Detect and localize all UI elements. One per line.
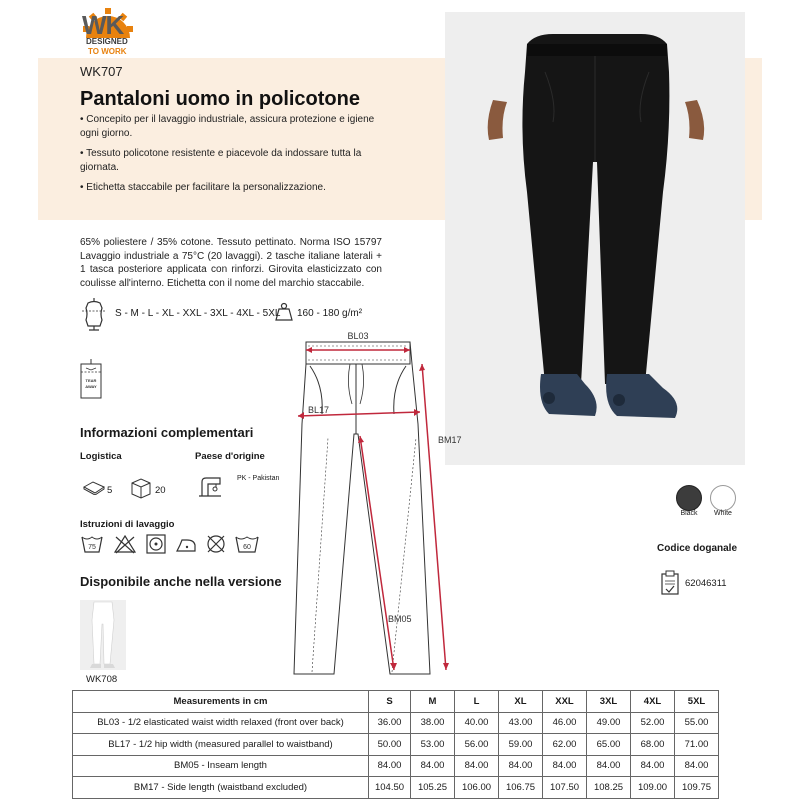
size-header: 5XL xyxy=(675,691,719,713)
fabric-weight: 160 - 180 g/m² xyxy=(297,308,363,319)
table-cell: 109.75 xyxy=(675,777,719,799)
tear-away-label-icon xyxy=(80,358,102,400)
info-heading: Informazioni complementari xyxy=(80,425,254,440)
bl03-label: BL03 xyxy=(347,331,369,341)
tumble-dry-icon xyxy=(145,533,167,555)
polybag-quantity: 5 xyxy=(107,485,113,496)
table-cell: 84.00 xyxy=(411,755,455,777)
variant-ref: WK708 xyxy=(86,674,118,685)
color-label-black: Black xyxy=(680,510,698,517)
size-header: M xyxy=(411,691,455,713)
wash-75-icon xyxy=(80,533,104,555)
color-label-white: White xyxy=(714,510,732,517)
table-cell: 36.00 xyxy=(369,712,411,734)
table-cell: 84.00 xyxy=(543,755,587,777)
size-header: 4XL xyxy=(631,691,675,713)
measurement-table xyxy=(72,690,719,799)
clipboard-check-icon xyxy=(660,570,680,595)
origin-label: Paese d'origine xyxy=(195,451,265,462)
table-cell: 49.00 xyxy=(587,712,631,734)
table-cell: 108.25 xyxy=(587,777,631,799)
table-cell: 104.50 xyxy=(369,777,411,799)
row-label: BM05 - Inseam length xyxy=(73,755,369,777)
wash-label: Istruzioni di lavaggio xyxy=(80,519,175,530)
origin-value: PK - Pakistan xyxy=(237,475,280,482)
row-label: BL17 - 1/2 hip width (measured parallel to waistband) xyxy=(73,734,369,756)
table-row xyxy=(73,777,719,799)
table-cell: 109.00 xyxy=(631,777,675,799)
size-header: XL xyxy=(499,691,543,713)
table-row xyxy=(73,712,719,734)
table-cell: 59.00 xyxy=(499,734,543,756)
size-header: XXL xyxy=(543,691,587,713)
table-cell: 71.00 xyxy=(675,734,719,756)
table-cell: 106.00 xyxy=(455,777,499,799)
logo-line-1: DESIGNED xyxy=(86,37,128,46)
polybag-icon xyxy=(83,481,105,495)
table-cell: 84.00 xyxy=(455,755,499,777)
table-cell: 55.00 xyxy=(675,712,719,734)
table-cell: 84.00 xyxy=(631,755,675,777)
logo-letters: WK xyxy=(82,10,124,40)
product-ref: WK707 xyxy=(80,64,123,79)
table-cell: 84.00 xyxy=(587,755,631,777)
table-row xyxy=(73,755,719,777)
size-header: S xyxy=(369,691,411,713)
also-available-heading: Disponibile anche nella versione xyxy=(80,574,282,589)
feature-list xyxy=(80,113,380,202)
table-cell: 84.00 xyxy=(675,755,719,777)
table-cell: 46.00 xyxy=(543,712,587,734)
weight-icon xyxy=(274,302,294,322)
no-dry-clean-icon xyxy=(204,533,228,555)
bm17-label: BM17 xyxy=(438,435,462,445)
table-header-row xyxy=(73,691,719,713)
brand-logo xyxy=(80,6,136,56)
tear-label-line2: AWAY xyxy=(85,384,97,389)
color-swatch-black[interactable] xyxy=(676,485,702,511)
carton-quantity: 20 xyxy=(155,485,166,496)
table-cell: 105.25 xyxy=(411,777,455,799)
feature-item: • Concepito per il lavaggio industriale, assicura protezione e igiene ogni giorno. xyxy=(80,114,375,139)
tear-label-line1: TEAR xyxy=(85,378,97,383)
table-cell: 52.00 xyxy=(631,712,675,734)
wash-temp-2: 60 xyxy=(243,544,251,551)
wash-temp-1: 75 xyxy=(88,544,96,551)
care-symbols xyxy=(80,533,265,557)
table-cell: 62.00 xyxy=(543,734,587,756)
row-label: BL03 - 1/2 elasticated waist width relaxed (front over back) xyxy=(73,712,369,734)
table-row xyxy=(73,734,719,756)
iron-icon xyxy=(174,533,198,555)
logistics-label: Logistica xyxy=(80,451,122,462)
table-cell: 106.75 xyxy=(499,777,543,799)
table-cell: 107.50 xyxy=(543,777,587,799)
wash-60-icon xyxy=(234,533,260,555)
size-header: 3XL xyxy=(587,691,631,713)
bl17-label: BL17 xyxy=(308,405,330,415)
variant-thumbnail[interactable] xyxy=(80,600,126,670)
product-description: 65% poliestere / 35% cotone. Tessuto pettinato. Norma ISO 15797 Lavaggio industriale a 75°C (20 lavaggi). 2 tasche italiane laterali + 1 tasca posteriore applicata con rinforzi. Girovita elasticizzato con coulisse all'interno. Etichetta con il nome del marchio staccabile. xyxy=(80,237,382,289)
row-label: BM17 - Side length (waistband excluded) xyxy=(73,777,369,799)
no-bleach-icon xyxy=(113,533,137,555)
size-range: S - M - L - XL - XXL - 3XL - 4XL - 5XL xyxy=(115,308,281,319)
logo-line-2: TO WORK xyxy=(88,47,127,56)
table-header-label: Measurements in cm xyxy=(73,691,369,713)
customs-code: 62046311 xyxy=(685,578,727,589)
bm05-label: BM05 xyxy=(388,614,412,624)
table-cell: 84.00 xyxy=(369,755,411,777)
table-cell: 84.00 xyxy=(499,755,543,777)
table-cell: 56.00 xyxy=(455,734,499,756)
table-cell: 50.00 xyxy=(369,734,411,756)
table-cell: 53.00 xyxy=(411,734,455,756)
carton-icon xyxy=(130,477,152,499)
table-cell: 65.00 xyxy=(587,734,631,756)
table-cell: 43.00 xyxy=(499,712,543,734)
feature-item: • Tessuto policotone resistente e piacevole da indossare tutta la giornata. xyxy=(80,148,362,173)
mannequin-icon xyxy=(80,296,108,332)
table-cell: 40.00 xyxy=(455,712,499,734)
customs-heading: Codice doganale xyxy=(657,543,738,554)
feature-item: • Etichetta staccabile per facilitare la personalizzazione. xyxy=(80,182,326,193)
measurement-diagram xyxy=(288,324,468,686)
size-header: L xyxy=(455,691,499,713)
table-cell: 68.00 xyxy=(631,734,675,756)
product-photo xyxy=(445,12,745,465)
table-cell: 38.00 xyxy=(411,712,455,734)
color-swatch-white[interactable] xyxy=(710,485,736,511)
product-title: Pantaloni uomo in policotone xyxy=(80,88,360,110)
sewing-machine-icon xyxy=(196,474,224,500)
